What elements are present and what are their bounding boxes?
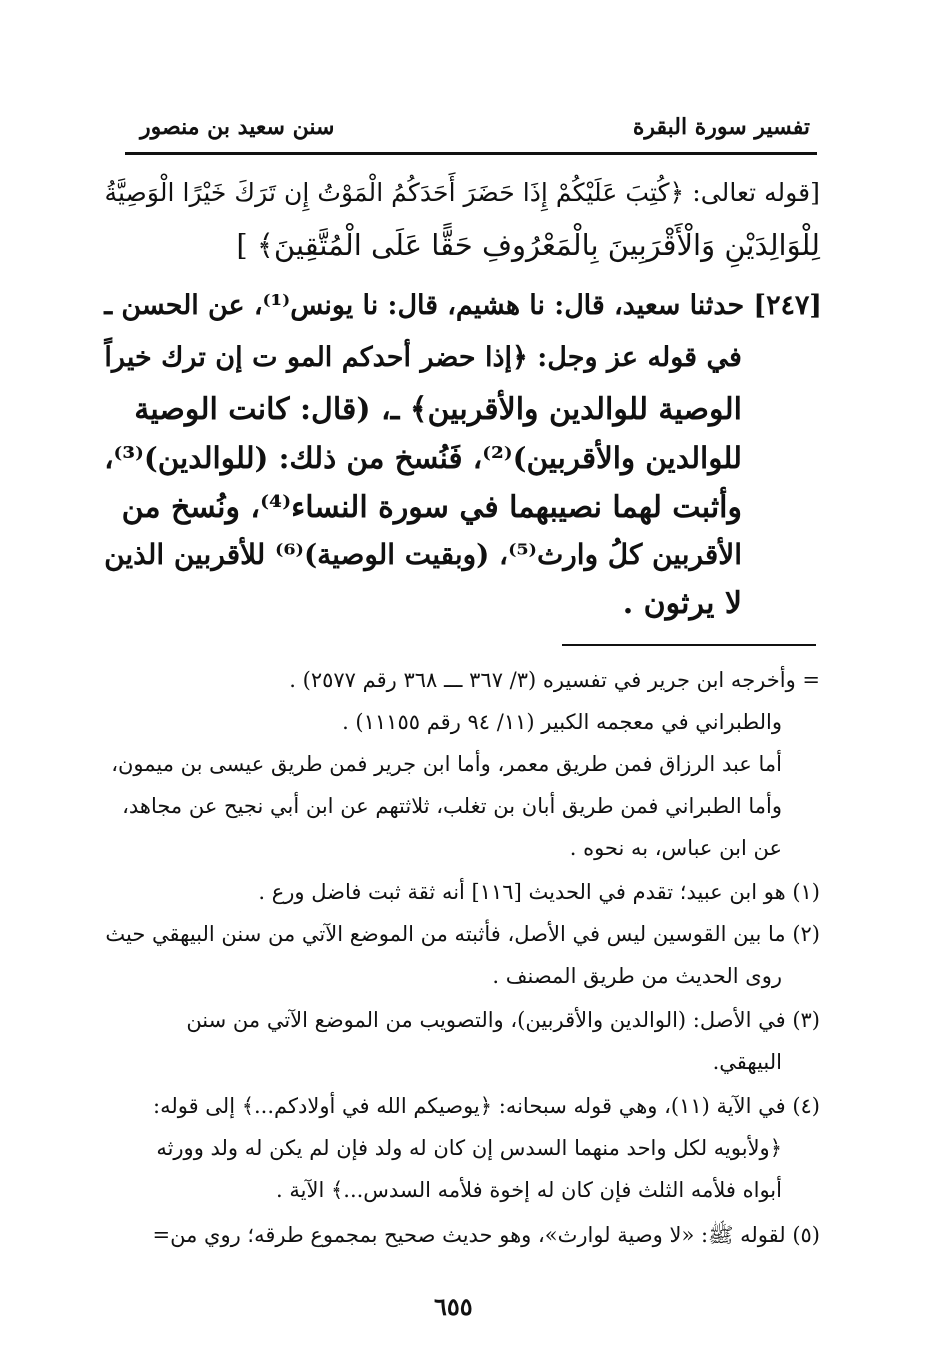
footnote-4-line-1: (٤) في الآية (١١)، وهي قوله سبحانه: ﴿يوصيكم الله في أولادكم...﴾ إلى قوله: — [153, 1094, 820, 1118]
footnote-1: (١) هو ابن عبيد؛ تقدم في الحديث [١١٦] أنه ثقة ثبت فاضل ورع . — [258, 880, 820, 904]
footnote-continuation-line-2: والطبراني في معجمه الكبير (١١/ ٩٤ رقم ١١١٥٥) . — [342, 710, 782, 734]
verse-heading-line-1: [قوله تعالى: ﴿كُتِبَ عَلَيْكُمْ إِذَا حَضَرَ أَحَدَكُمُ الْمَوْتُ إِن تَرَكَ خَيْرًا الْوَصِيَّةُ — [104, 178, 820, 207]
hadith-line-5: وأثبت لهما نصيبهما في سورة النساء⁽⁴⁾، ونُسخ من — [121, 490, 742, 525]
hadith-line-6: الأقربين كلُ وارث⁽⁵⁾، (وبقيت الوصية)⁽⁶⁾ للأقربين الذين — [104, 538, 742, 571]
footnote-2-line-2: روى الحديث من طريق المصنف . — [492, 964, 782, 988]
footnote-continuation-line-5: عن ابن عباس، به نحوه . — [569, 836, 782, 860]
footnote-2-line-1: (٢) ما بين القوسين ليس في الأصل، فأثبته من الموضع الآتي من سنن البيهقي حيث — [105, 922, 820, 946]
header-rule — [125, 152, 817, 155]
footnote-continuation-line-1: = وأخرجه ابن جرير في تفسيره (٣/ ٣٦٧ ـــ ٣٦٨ رقم ٢٥٧٧) . — [289, 668, 820, 692]
hadith-line-3: الوصية للوالدين والأقربين﴾ ـ، (قال: كانت الوصية — [134, 392, 742, 427]
hadith-line-7: لا يرثون . — [622, 586, 742, 621]
footnote-continuation-line-4: وأما الطبراني فمن طريق أبان بن تغلب، ثلاثتهم عن ابن أبي نجيح عن مجاهد، — [122, 794, 782, 818]
footnote-4-line-2: ﴿ولأبويه لكل واحد منهما السدس إن كان له ولد فإن لم يكن له ولد وورثه — [156, 1136, 782, 1160]
footnote-separator — [562, 644, 816, 646]
running-header-chapter: تفسير سورة البقرة — [632, 114, 810, 140]
footnote-5: (٥) لقوله ﷺ: «لا وصية لوارث»، وهو حديث صحيح بمجموع طرقه؛ روي من= — [152, 1223, 820, 1247]
footnote-continuation-line-3: أما عبد الرزاق فمن طريق معمر، وأما ابن جرير فمن طريق عيسى بن ميمون، — [111, 752, 782, 776]
running-header-book-title: سنن سعيد بن منصور — [140, 114, 335, 140]
footnote-4-line-3: أبواه فلأمه الثلث فإن كان له إخوة فلأمه السدس...﴾ الآية . — [276, 1178, 782, 1202]
hadith-line-4: للوالدين والأقربين)⁽²⁾، فَنُسخ من ذلك: (للوالدين)⁽³⁾، — [104, 440, 742, 475]
footnote-3-line-2: البيهقي. — [712, 1050, 782, 1074]
hadith-line-1: [٢٤٧] حدثنا سعيد، قال: نا هشيم، قال: نا يونس⁽¹⁾، عن الحسن ـ — [104, 290, 822, 321]
footnote-3-line-1: (٣) في الأصل: (الوالدين والأقربين)، والتصويب من الموضع الآتي من سنن — [186, 1008, 820, 1032]
hadith-line-2: في قوله عز وجل: ﴿إذا حضر أحدكم المو ت إن ترك خيراً — [104, 342, 742, 373]
verse-heading-line-2: لِلْوَالِدَيْنِ وَالْأَقْرَبِينَ بِالْمَعْرُوفِ حَقًّا عَلَى الْمُتَّقِينَ﴾ ] — [236, 228, 820, 262]
page-number: ٦٥٥ — [434, 1292, 473, 1321]
